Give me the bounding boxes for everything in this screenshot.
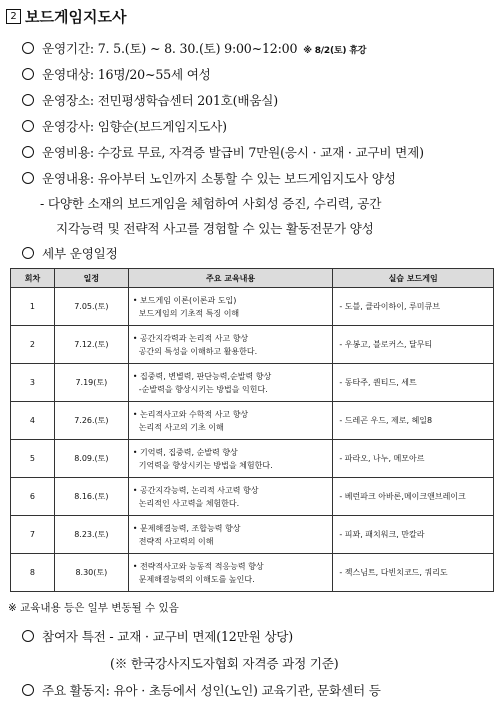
- section-title: [6, 6, 126, 27]
- bullet-circle-icon: [22, 42, 34, 54]
- row-game: - 드레곤 우드, 제로, 헤일8: [333, 402, 494, 440]
- row-date: 7.26.(토): [54, 402, 128, 440]
- row-content: • 보드게임 이론(이론과 도입) 보드게임의 기초적 특징 이해: [128, 288, 333, 326]
- table-row: [11, 402, 494, 440]
- table-row: [11, 364, 494, 402]
- header-content: 주요 교육내용: [128, 269, 333, 288]
- info-cost: 운영비용: 수강료 무료, 자격증 발급비 7만원(응시 · 교재 · 교구비 면제): [22, 142, 424, 161]
- content-detail-line2: 지각능력 및 전략적 사고를 경험할 수 있는 활동전문가 양성: [56, 221, 374, 236]
- schedule-table: [10, 268, 494, 592]
- content-detail-line1: - 다양한 소재의 보드게임을 체험하여 사회성 증진, 수리력, 공간: [40, 196, 382, 211]
- info-instructor: 운영강사: 임향순(보드게임지도사): [22, 116, 227, 135]
- row-game: - 젝스님트, 다빈치코드, 쿼리도: [333, 554, 494, 592]
- table-row: [11, 516, 494, 554]
- bullet-circle-icon: [22, 247, 34, 259]
- table-header-row: [11, 269, 494, 288]
- table-row: [11, 288, 494, 326]
- info-target: 운영대상: 16명/20~55세 여성: [22, 64, 211, 83]
- bullet-circle-icon: [22, 684, 34, 696]
- row-no: 6: [11, 478, 55, 516]
- row-date: 8.09.(토): [54, 440, 128, 478]
- info-location: 운영장소: 전민평생학습센터 201호(배움실): [22, 90, 278, 109]
- benefits: 참여자 특전 - 교재 · 교구비 면제(12만원 상당): [22, 626, 293, 645]
- bullet-circle-icon: [22, 630, 34, 642]
- bullet-circle-icon: [22, 146, 34, 158]
- row-date: 8.23.(토): [54, 516, 128, 554]
- row-date: 8.30(토): [54, 554, 128, 592]
- row-content: • 공간지각능력, 논리적 사고력 향상 논리적인 사고력을 체험한다.: [128, 478, 333, 516]
- holiday-note: ※ 8/2(토) 휴강: [303, 46, 367, 56]
- row-game: - 동타주, 퀀티드, 세트: [333, 364, 494, 402]
- section-title-text: 보드게임지도사: [25, 8, 127, 26]
- row-content: • 전략적사고와 능동적 적응능력 향상 문제해결능력의 이해도를 높인다.: [128, 554, 333, 592]
- row-game: - 도블, 클라이하이, 루미큐브: [333, 288, 494, 326]
- row-content: • 문제해결능력, 조합능력 향상 전략적 사고력의 이해: [128, 516, 333, 554]
- activity: 주요 활동지: 유아 · 초등에서 성인(노인) 교육기관, 문화센터 등: [22, 680, 381, 699]
- table-row: [11, 440, 494, 478]
- header-date: 일정: [54, 269, 128, 288]
- bullet-circle-icon: [22, 68, 34, 80]
- section-number: 2: [6, 9, 21, 24]
- row-date: 7.19(토): [54, 364, 128, 402]
- row-no: 8: [11, 554, 55, 592]
- table-row: [11, 326, 494, 364]
- row-no: 5: [11, 440, 55, 478]
- row-content: • 공간지각력과 논리적 사고 향상 공간의 특성을 이해하고 활용한다.: [128, 326, 333, 364]
- header-no: 회차: [11, 269, 55, 288]
- row-date: 8.16.(토): [54, 478, 128, 516]
- row-game: - 피꽈, 패치워크, 만칼라: [333, 516, 494, 554]
- row-game: - 파라오, 나누, 메모아르: [333, 440, 494, 478]
- bullet-circle-icon: [22, 120, 34, 132]
- row-game: - 베런파크 아바론,메이크앤브레이크: [333, 478, 494, 516]
- header-game: 실습 보드게임: [333, 269, 494, 288]
- table-row: [11, 554, 494, 592]
- info-period: 운영기간: 7. 5.(토) ~ 8. 30.(토) 9:00~12:00 ※ 8/2(토) 휴강: [22, 38, 366, 57]
- benefits-sub: (※ 한국강사지도자협회 자격증 과정 기준): [110, 656, 339, 671]
- row-content: • 기억력, 집중력, 순발력 향상 기억력을 향상시키는 방법을 체험한다.: [128, 440, 333, 478]
- row-date: 7.05.(토): [54, 288, 128, 326]
- schedule-heading: 세부 운영일정: [22, 243, 118, 262]
- info-content: 운영내용: 유아부터 노인까지 소통할 수 있는 보드게임지도사 양성: [22, 168, 396, 187]
- row-no: 1: [11, 288, 55, 326]
- table-row: [11, 478, 494, 516]
- row-date: 7.12.(토): [54, 326, 128, 364]
- row-no: 3: [11, 364, 55, 402]
- row-content: • 논리적사고와 수학적 사고 향상 논리적 사고의 기초 이해: [128, 402, 333, 440]
- row-no: 4: [11, 402, 55, 440]
- table-note: ※ 교육내용 등은 일부 변동될 수 있음: [8, 602, 179, 614]
- row-no: 2: [11, 326, 55, 364]
- row-no: 7: [11, 516, 55, 554]
- bullet-circle-icon: [22, 94, 34, 106]
- row-game: - 우봉고, 블로커스, 달무티: [333, 326, 494, 364]
- row-content: • 집중력, 변별력, 판단능력,순발력 향상 -순발력을 향상시키는 방법을 익힌다.: [128, 364, 333, 402]
- bullet-circle-icon: [22, 172, 34, 184]
